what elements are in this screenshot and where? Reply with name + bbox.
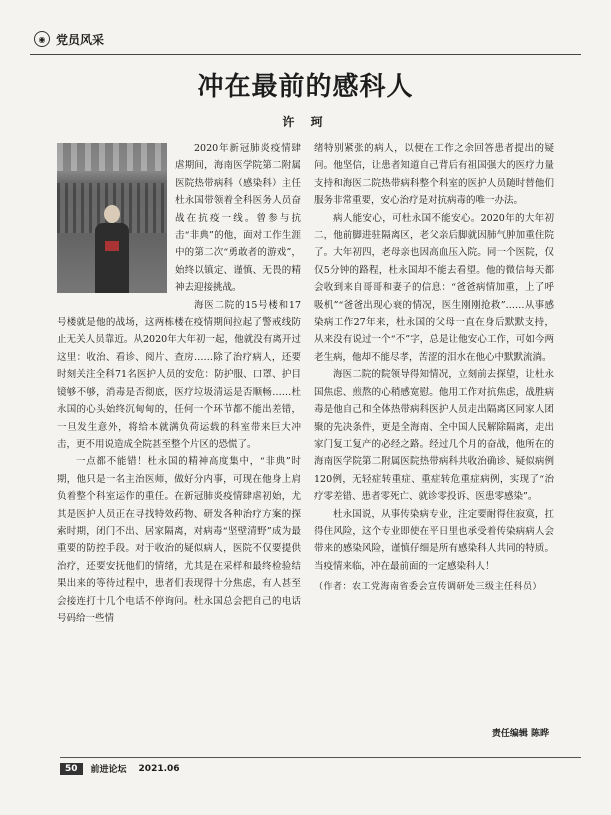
header-divider	[30, 54, 581, 55]
left-column	[57, 140, 301, 627]
author-note: （作者：农工党海南省委会宣传调研处三级主任科员）	[314, 582, 543, 593]
article-author: 许 珂	[282, 115, 329, 129]
award-ceremony-photo	[57, 143, 167, 293]
section-label: 党员风采	[56, 32, 105, 47]
article-title: 冲在最前的感科人	[197, 72, 414, 102]
issue-number: 2021.06	[138, 763, 180, 774]
page-number: 50	[60, 763, 83, 775]
footer-divider	[60, 757, 581, 758]
paragraph-continued: 绪特别紧张的病人，以便在工作之余回答患者提出的疑问。他坚信，让患者知道自己背后有祖国强大的医疗力量支持和海医二院热带病科整个科室的医护人员随时替他们服务非常重要，安心治疗是对抗病毒的唯一办法。	[314, 143, 554, 207]
paragraph: 病人能安心，可杜永国不能安心。2020年的大年初二，他前脚进驻隔离区，老父亲后脚就因肺气肿加重住院了。大年初四，老母亲也因高血压入院。同一个医院，仅仅5分钟的路程，杜永国却不能去看望。他的微信每天都会收到来自哥哥和妻子的信息：“爸爸病情加重，上了呼吸机”“爸爸出现心衰的情况，医生刚刚抢救”……从事感染病工作27年来，杜永国的父母一直在身后默默支持，从来没有说过一个“不”字，总是让他安心工作，可如今两老生病，他却不能尽孝，苦涩的泪水在他心中默默流淌。	[314, 212, 554, 363]
page-footer	[60, 762, 180, 775]
right-column	[314, 140, 554, 595]
ring-logo-icon: ◉	[34, 31, 50, 47]
paragraph: 杜永国说，从事传染病专业，注定要耐得住寂寞，扛得住风险，这个专业即使在平日里也承受着传染病病人会带来的感染风险，谨慎仔细是所有感染科人共同的特质。当疫情来临，冲在最前面的一定感染科人！	[314, 508, 554, 572]
paragraph: 2020年新冠肺炎疫情肆虐期间，海南医学院第二附属医院热带病科（感染科）主任杜永国带领着全科医务人员奋战在抗疫一线。曾参与抗击“非典”的他，面对工作生涯中的第二次“勇敢者的游戏”，始终以镇定、谨慎、无畏的精神去迎接挑战。	[175, 143, 301, 294]
paragraph: 海医二院的院领导得知情况，立刻前去探望，让杜永国焦虑、煎熬的心稍感宽慰。他用工作对抗焦虑，战胜病毒是他自己和全体热带病科医护人员走出隔离区同家人团聚的先决条件，更是全海南、全中国人民解除隔离，走出家门复工复产的必经之路。经过几个月的奋战，他所在的海南医学院第二附属医院热带病科共收治确诊、疑似病例120例，无轻症转重症、重症转危重症病例，实现了“治疗零差错、患者零死亡、就诊零投诉、医患零感染”。	[314, 369, 554, 503]
section-header	[34, 30, 104, 48]
editor-credit: 责任编辑 陈晔	[491, 729, 549, 739]
paragraph: 海医二院的15号楼和17号楼就是他的战场，这两栋楼在疫情期间拉起了警戒线防止无关人员靠近。从2020年大年初一起，他就没有离开过这里：收治、看诊、阅片、查房……除了治疗病人，还要时刻关注全科71名医护人员的安危：防护服、口罩、护目镜够不够，消毒是否彻底，医疗垃圾清运是否顺畅……杜永国的心头始终沉甸甸的，任何一个环节都不能出差错，一旦发生意外，将给本就满负荷运载的科室带来巨大冲击，更不用说造成全院甚至整个片区的恐慌了。	[57, 299, 301, 450]
paragraph: 一点都不能错！杜永国的精神高度集中，“非典”时期，他只是一名主治医师，做好分内事，可现在他身上肩负着整个科室运作的重任。在新冠肺炎疫情肆虐初始，尤其是医护人员正在寻找特效药物、研发各种治疗方案的探索时期，闭门不出、居家隔离，对病毒“坚壁清野”成为最重要的防控手段。对于收治的疑似病人，医院不仅要提供治疗，还要安抚他们的情绪，尤其是在采样和最终检验结果出来的等待过程中，患者们表现得十分焦虑，有人甚至会接连打十几个电话不停询问。杜永国总会把自己的电话号码给一些情	[57, 456, 301, 624]
publication-name: 前进论坛	[90, 765, 127, 775]
